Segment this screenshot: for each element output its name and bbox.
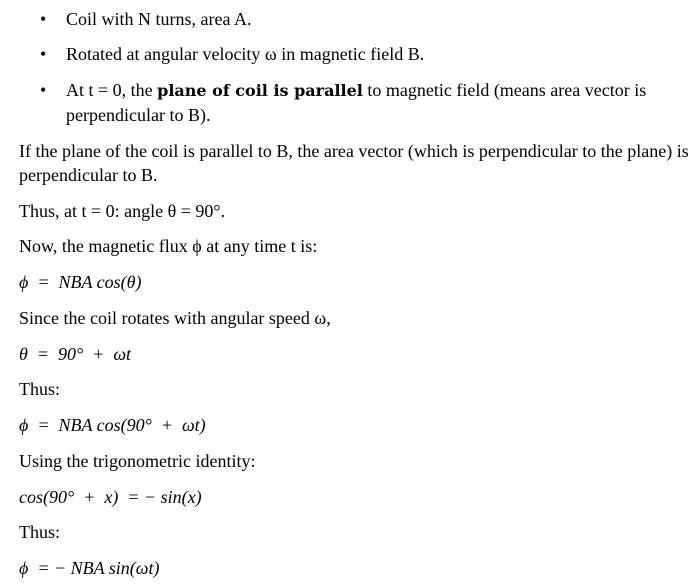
bullet-dot: • [40, 44, 47, 64]
bullet-text-post: to magnetic field (means area vector is perpendicular to B). [66, 80, 647, 125]
paragraph-flux-intro: Now, the magnetic flux ϕ at any time t is: [19, 236, 318, 256]
equation-flux-substituted: ϕ = NBA cos(90° + ωt) [19, 415, 206, 435]
equation-final-flux: ϕ = − NBA sin(ωt) [19, 558, 160, 578]
paragraph-angle: Thus, at t = 0: angle θ = 90°. [19, 201, 226, 221]
paragraph-area-vector: If the plane of the coil is parallel to B, the area vector (which is perpendicular to the plane) is perpendicular to B. [19, 141, 689, 185]
bullet-text-pre: At t = 0, the [66, 80, 158, 100]
bullet-dot: • [40, 80, 47, 100]
bullet-text [66, 78, 694, 127]
bullet-text-bold: plane of coil is parallel [157, 81, 363, 100]
paragraph-rotation: Since the coil rotates with angular speed ω, [19, 308, 331, 328]
equation-identity: cos(90° + x) = − sin(x) [19, 487, 202, 507]
paragraph-thus-2: Thus: [19, 522, 61, 542]
bullet-dot: • [40, 9, 47, 29]
bullet-text: Coil with N turns, area A. [66, 9, 252, 29]
equation-flux: ϕ = NBA cos(θ) [19, 272, 142, 292]
equation-theta: θ = 90° + ωt [19, 344, 132, 364]
bullet-text: Rotated at angular velocity ω in magnetic field B. [66, 44, 425, 64]
paragraph-thus-1: Thus: [19, 379, 61, 399]
paragraph-identity-intro: Using the trigonometric identity: [19, 451, 256, 471]
